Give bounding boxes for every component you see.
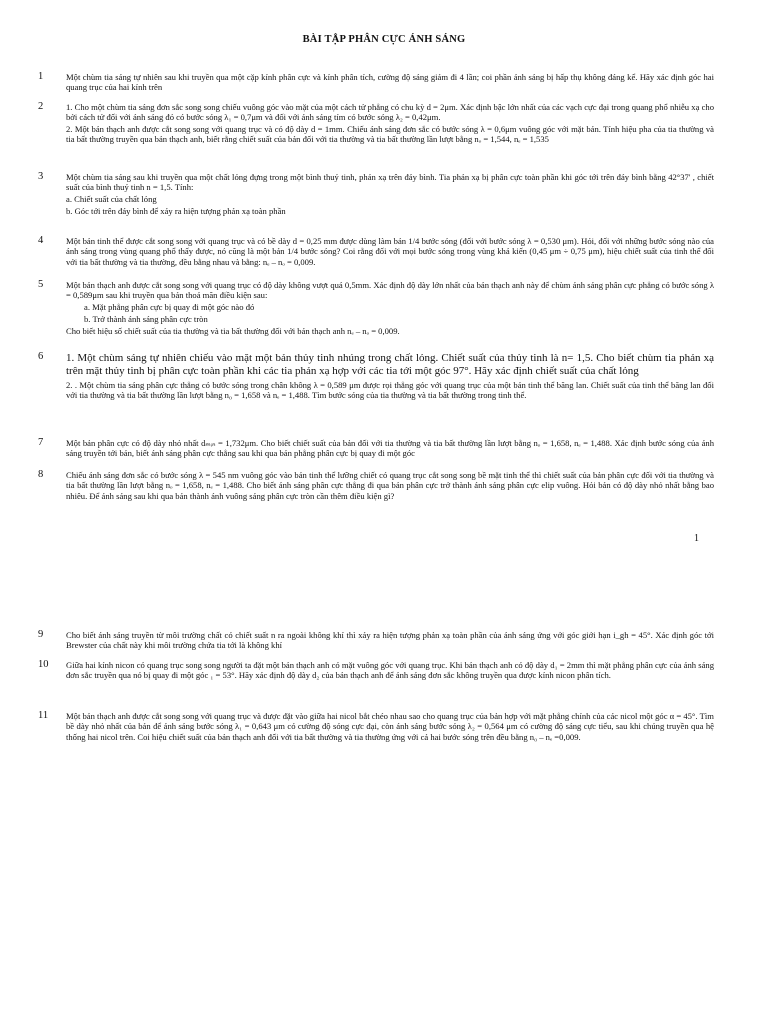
problem-line: Một chùm tia sáng tự nhiên sau khi truyền qua một cặp kính phân cực và kính phân tích, cường độ sáng giảm đi 4 lần; coi phần ánh sáng bị hấp thụ không đáng kể. Hãy xác định góc hai quang trục của hai kính trên xyxy=(66,72,714,93)
problem-number: 8 xyxy=(38,469,44,480)
page-number: 1 xyxy=(694,533,699,544)
problem-text xyxy=(66,352,714,402)
problem-line: Một bản tinh thể được cắt song song với quang trục và có bề dày d = 0,25 mm được dùng làm bản 1/4 bước sóng (đối với bước sóng λ = 0,530 μm). Hỏi, đối với những bước sóng nào của ánh sáng trong vùng quang phổ thấy được, nó cũng là một bản 1/4 bước sóng? Coi rằng đối với mọi bước sóng trong vùng khả kiến (0,45 μm ÷ 0,75 μm), hiệu chiết suất của tinh thể đối với tia bất thường và tia thường, đều bằng nhau và bằng: nₑ – nₒ = 0,009. xyxy=(66,236,714,267)
problem-number: 10 xyxy=(38,659,49,670)
problem-text xyxy=(66,470,714,502)
problem-text xyxy=(66,438,714,460)
problem-number: 6 xyxy=(38,351,44,362)
problem-line: Cho biết ánh sáng truyền từ môi trường chất có chiết suất n ra ngoài không khí thì xảy ra hiện tượng phản xạ toàn phần của ánh sáng ứng với góc giới hạn i_gh = 45°. Xác định góc tới Brewster của chất này khi môi trường chứa tia tới là không khí xyxy=(66,630,714,651)
problem-text xyxy=(66,236,714,268)
problem-text xyxy=(66,711,714,743)
problem-line: Chiếu ánh sáng đơn sắc có bước sóng λ = 545 nm vuông góc vào bản tinh thể lưỡng chiết có quang trục cắt song song bề mặt tinh thể thì chiết suất của bản phân cực đối với tia thường và tia bất thường lần lượt bằng nₒ = 1,658, nₑ = 1,488. Cho biết ánh sáng phân cực thẳng đi qua bản phân cực trở thành ánh sáng phân cực elip vuông. Hỏi bản có độ dày nhỏ nhất bằng bao nhiêu. Để ánh sáng sau khi qua bản thành ánh vuông sáng phân cực tròn cần thêm điều kiện gì? xyxy=(66,470,714,501)
problem-line: Giữa hai kính nicon có quang trục song song người ta đặt một bản thạch anh có mặt vuông góc với quang trục. Khi bản thạch anh có độ dày d₁ = 2mm thì mặt phẳng phân cực của ánh sáng đơn sắc truyền qua nó bị quay đi một góc ₁ = 53°. Hãy xác định độ dày d₂ của bản thạch anh để ánh sáng đơn sắc không truyền qua được kính nicon phân tích. xyxy=(66,660,714,681)
problem-text xyxy=(66,102,714,146)
problem-text xyxy=(66,630,714,652)
problem-number: 5 xyxy=(38,279,44,290)
problem-number: 4 xyxy=(38,235,44,246)
page-title: BÀI TẬP PHÂN CỰC ÁNH SÁNG xyxy=(302,34,466,45)
problem-line: 1. Một chùm sáng tự nhiên chiếu vào mặt một bản thủy tinh nhúng trong chất lỏng. Chiết suất của thủy tinh là n= 1,5. Cho biết chùm tia phản xạ trên mặt thủy tinh bị phân cực toàn phần khi các tia phản xạ hợp với các tia tới một góc 97°. Hãy xác định chiết suất của chất lỏng xyxy=(66,352,714,377)
problem-line: 1. Cho một chùm tia sáng đơn sắc song song chiếu vuông góc vào mặt của một cách tử phẳng có chu kỳ d = 2μm. Xác định bậc lớn nhất của các vạch cực đại trong quang phổ nhiễu xạ cho bởi cách tử đối với ánh sáng đỏ có bước sóng λ₁ = 0,7μm và đối với ánh sáng tím có bước sóng λ₂ = 0,42μm. xyxy=(66,102,714,123)
problem-line: Một bản thạch anh được cắt song song với quang trục có độ dày không vượt quá 0,5mm. Xác định độ dày lớn nhất của bản thạch anh này để chùm ánh sáng phân cực phẳng có bước sóng λ = 0,589μm sau khi truyền qua bản thoả mãn điều kiện sau: xyxy=(66,280,714,301)
problem-line: Một bản phân cực có độ dày nhỏ nhất dₘᵢₙ = 1,732μm. Cho biết chiết suất của bản đối với tia thường và tia bất thường lần lượt bằng nₒ = 1,658, nₑ = 1,488. Xác định bước sóng của ánh sáng truyền tới bản, biết ánh sáng phân cực thẳng sau khi qua bản phẳng phân cực bị quay đi một góc xyxy=(66,438,714,459)
problem-text xyxy=(66,660,714,682)
problem-text xyxy=(66,280,714,337)
problem-line: Một bản thạch anh được cắt song song với quang trục và được đặt vào giữa hai nicol bắt chéo nhau sao cho quang trục của bản hợp với mặt phẳng chính của các nicol một góc α = 45°. Tìm bề dày nhỏ nhất của bản để ánh sáng bước sóng λ₁ = 0,643 μm có cường độ sóng cực đại, còn ánh sáng bước sóng λ₂ = 0,564 μm có cường độ sáng cực tiểu, sau khi chúng truyền qua hệ thống hai nicol trên. Coi hiệu chiết suất của bản thạch anh đối với tia bất thường và tia thường ứng với cả hai bước sóng trên đều bằng n₀ – nₑ =0,009. xyxy=(66,711,714,742)
problem-line: a. Chiết suất của chất lỏng xyxy=(66,194,157,205)
problem-line: Một chùm tia sáng sau khi truyền qua một chất lỏng đựng trong một bình thuỷ tinh, phản xạ trên đáy bình. Tia phản xạ bị phân cực toàn phần khi góc tới trên đáy bình bằng 42°37' , chiết suất của bình thuỷ tinh n = 1,5. Tính: xyxy=(66,172,714,193)
problem-text xyxy=(66,172,714,218)
problem-number: 11 xyxy=(38,710,49,721)
problem-number: 2 xyxy=(38,101,44,112)
problem-line: b. Trở thành ánh sáng phân cực tròn xyxy=(84,313,208,324)
problem-number: 9 xyxy=(38,629,44,640)
problem-number: 3 xyxy=(38,171,44,182)
problem-line: b. Góc tới trên đáy bình để xảy ra hiện tượng phản xạ toàn phần xyxy=(66,205,286,216)
problem-line: Cho biết hiệu số chiết suất của tia thường và tia bất thường đối với bản thạch anh nₑ – nₒ = 0,009. xyxy=(66,325,400,336)
problem-line: 2. Một bản thạch anh được cắt song song với quang trục và có độ dày d = 1mm. Chiếu ánh sáng đơn sắc có bước sóng λ = 0,6μm vuông góc với mặt bản. Tính hiệu pha của tia thường và tia bất thường truyền qua bản thạch anh, biết rằng chiết suất của bản đối với tia thường và tia bất thường lần lượt bằng nₒ = 1,544, nₑ = 1,535 xyxy=(66,124,714,145)
problem-number: 7 xyxy=(38,437,44,448)
problem-text xyxy=(66,72,714,94)
problem-line: 2. . Một chùm tia sáng phân cực thẳng có bước sóng trong chân không λ = 0,589 μm được rọi thẳng góc với quang trục của một bản tinh thể băng lan. Chiết suất của tinh thể băng lan đối với tia thường và tia bất thường lần lượt bằng n₀ = 1,658 và nₑ = 1,488. Tìm bước sóng của tia thường và tia bất thường trong tinh thể. xyxy=(66,379,714,400)
problem-line: a. Mặt phẳng phân cực bị quay đi một góc nào đó xyxy=(84,302,255,313)
problem-number: 1 xyxy=(38,71,44,82)
